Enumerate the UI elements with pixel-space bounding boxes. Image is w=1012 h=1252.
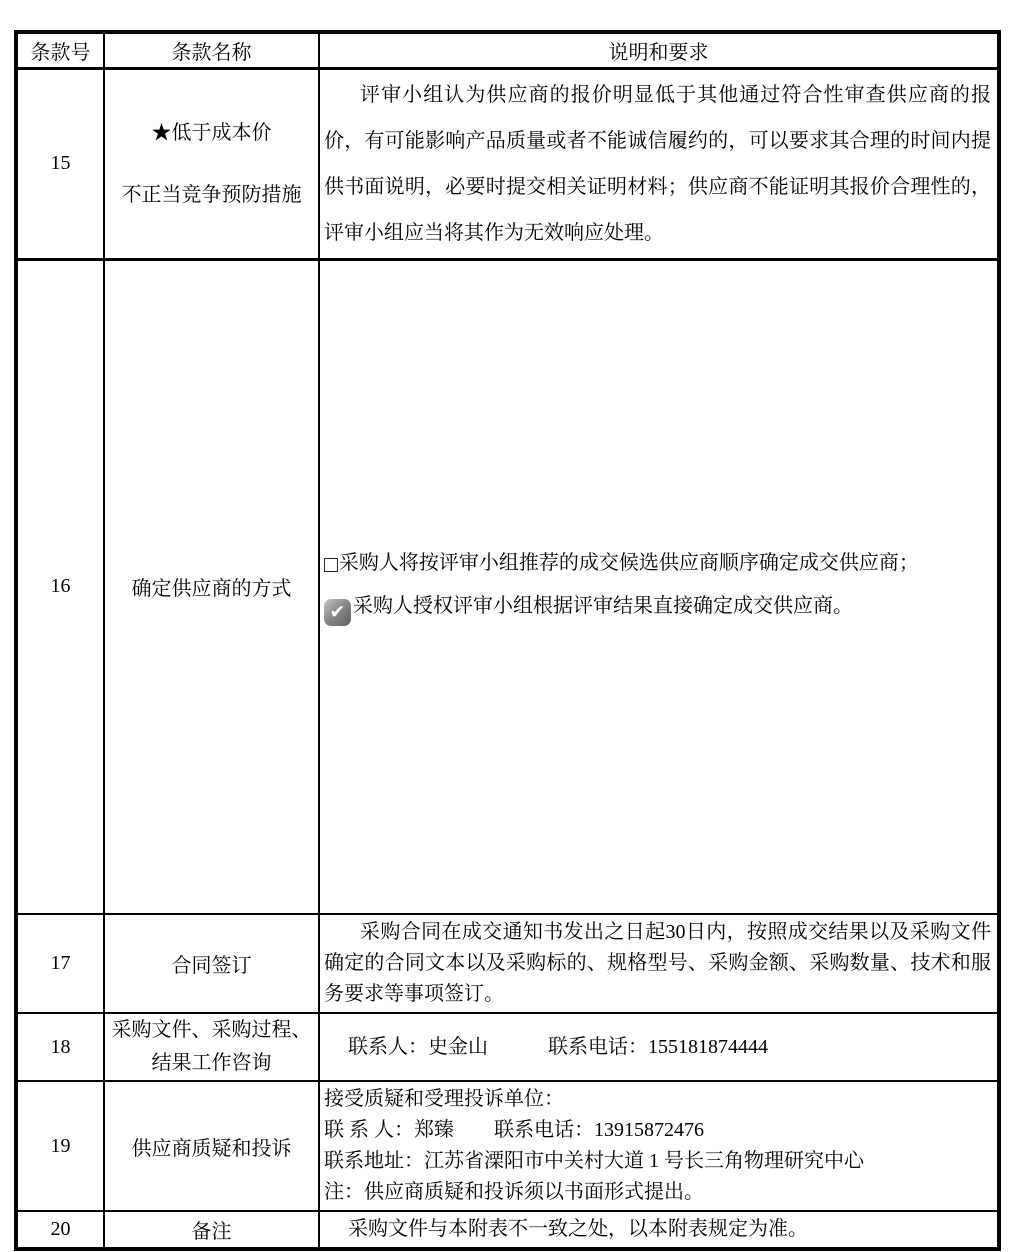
- clauses-table: [14, 30, 1001, 1251]
- clause-18-name: [104, 1013, 319, 1081]
- header-description: 说明和要求: [319, 32, 999, 68]
- clause-20-name: 备注: [104, 1211, 319, 1249]
- header-clause-name: 条款名称: [104, 32, 319, 68]
- clause-17-name: 合同签订: [104, 914, 319, 1013]
- header-clause-number: 条款号: [16, 32, 104, 68]
- clause-20-paragraph: 采购文件与本附表不一致之处，以本附表规定为准。: [348, 1218, 808, 1240]
- clause-17-description: [319, 914, 999, 1013]
- clause-18-number: 18: [16, 1013, 104, 1081]
- unchecked-checkbox-icon[interactable]: □: [324, 551, 338, 577]
- clause-15-name: [104, 68, 319, 259]
- table-row-clause-20: [16, 1211, 999, 1249]
- clause-18-contact-line: 联系人：史金山 联系电话：155181874444: [348, 1035, 768, 1058]
- option-checked[interactable]: [324, 591, 991, 626]
- table-row-clause-16: [16, 259, 999, 914]
- clause-16-name: 确定供应商的方式: [104, 259, 319, 914]
- clause-17-paragraph: 采购合同在成交通知书发出之日起30日内，按照成交结果以及采购文件确定的合同文本以及采购标的、规格型号、采购金额、采购数量、技术和服务要求等事项签订。: [324, 921, 991, 1005]
- table-row-clause-17: [16, 914, 999, 1013]
- clause-16-description: [319, 259, 999, 914]
- checkmark-glyph: ✔: [329, 600, 346, 623]
- clause-16-number: 16: [16, 259, 104, 914]
- option-unchecked[interactable]: [324, 548, 991, 578]
- clause-15-number: 15: [16, 68, 104, 259]
- clause-19-description: [319, 1081, 999, 1211]
- clause-19-number: 19: [16, 1081, 104, 1211]
- table-header-row: [16, 32, 999, 68]
- clause-19-line: 接受质疑和受理投诉单位：: [324, 1088, 564, 1110]
- clause-18-name-line: 结果工作咨询: [151, 1052, 272, 1074]
- clause-15-name-line: 不正当竞争预防措施: [121, 183, 302, 206]
- clause-15-description: [319, 68, 999, 259]
- clause-19-line: 联系地址：江苏省溧阳市中关村大道 1 号长三角物理研究中心: [324, 1150, 864, 1172]
- clause-19-line: 联 系 人：郑臻 联系电话：13915872476: [324, 1119, 704, 1141]
- checked-checkbox-icon[interactable]: [324, 599, 351, 626]
- option-unchecked-label: 采购人将按评审小组推荐的成交候选供应商顺序确定成交供应商；: [338, 551, 919, 574]
- table-row-clause-18: [16, 1013, 999, 1081]
- clause-19-name: 供应商质疑和投诉: [104, 1081, 319, 1211]
- clause-20-number: 20: [16, 1211, 104, 1249]
- clause-18-name-line: 采购文件、采购过程、: [111, 1019, 312, 1041]
- clause-15-paragraph: 评审小组认为供应商的报价明显低于其他通过符合性审查供应商的报价，有可能影响产品质量或者不能诚信履约的，可以要求其合理的时间内提供书面说明，必要时提交相关证明材料；供应商不能证明其报价合理性的，评审小组应当将其作为无效响应处理。: [324, 83, 991, 244]
- option-checked-label: 采购人授权评审小组根据评审结果直接确定成交供应商。: [353, 594, 853, 617]
- clause-17-number: 17: [16, 914, 104, 1013]
- clause-19-line: 注：供应商质疑和投诉须以书面形式提出。: [324, 1181, 704, 1203]
- table-row-clause-15: [16, 68, 999, 259]
- clause-18-description: [319, 1013, 999, 1081]
- clause-20-description: [319, 1211, 999, 1249]
- table-row-clause-19: [16, 1081, 999, 1211]
- clause-15-name-line: ★低于成本价: [151, 121, 272, 144]
